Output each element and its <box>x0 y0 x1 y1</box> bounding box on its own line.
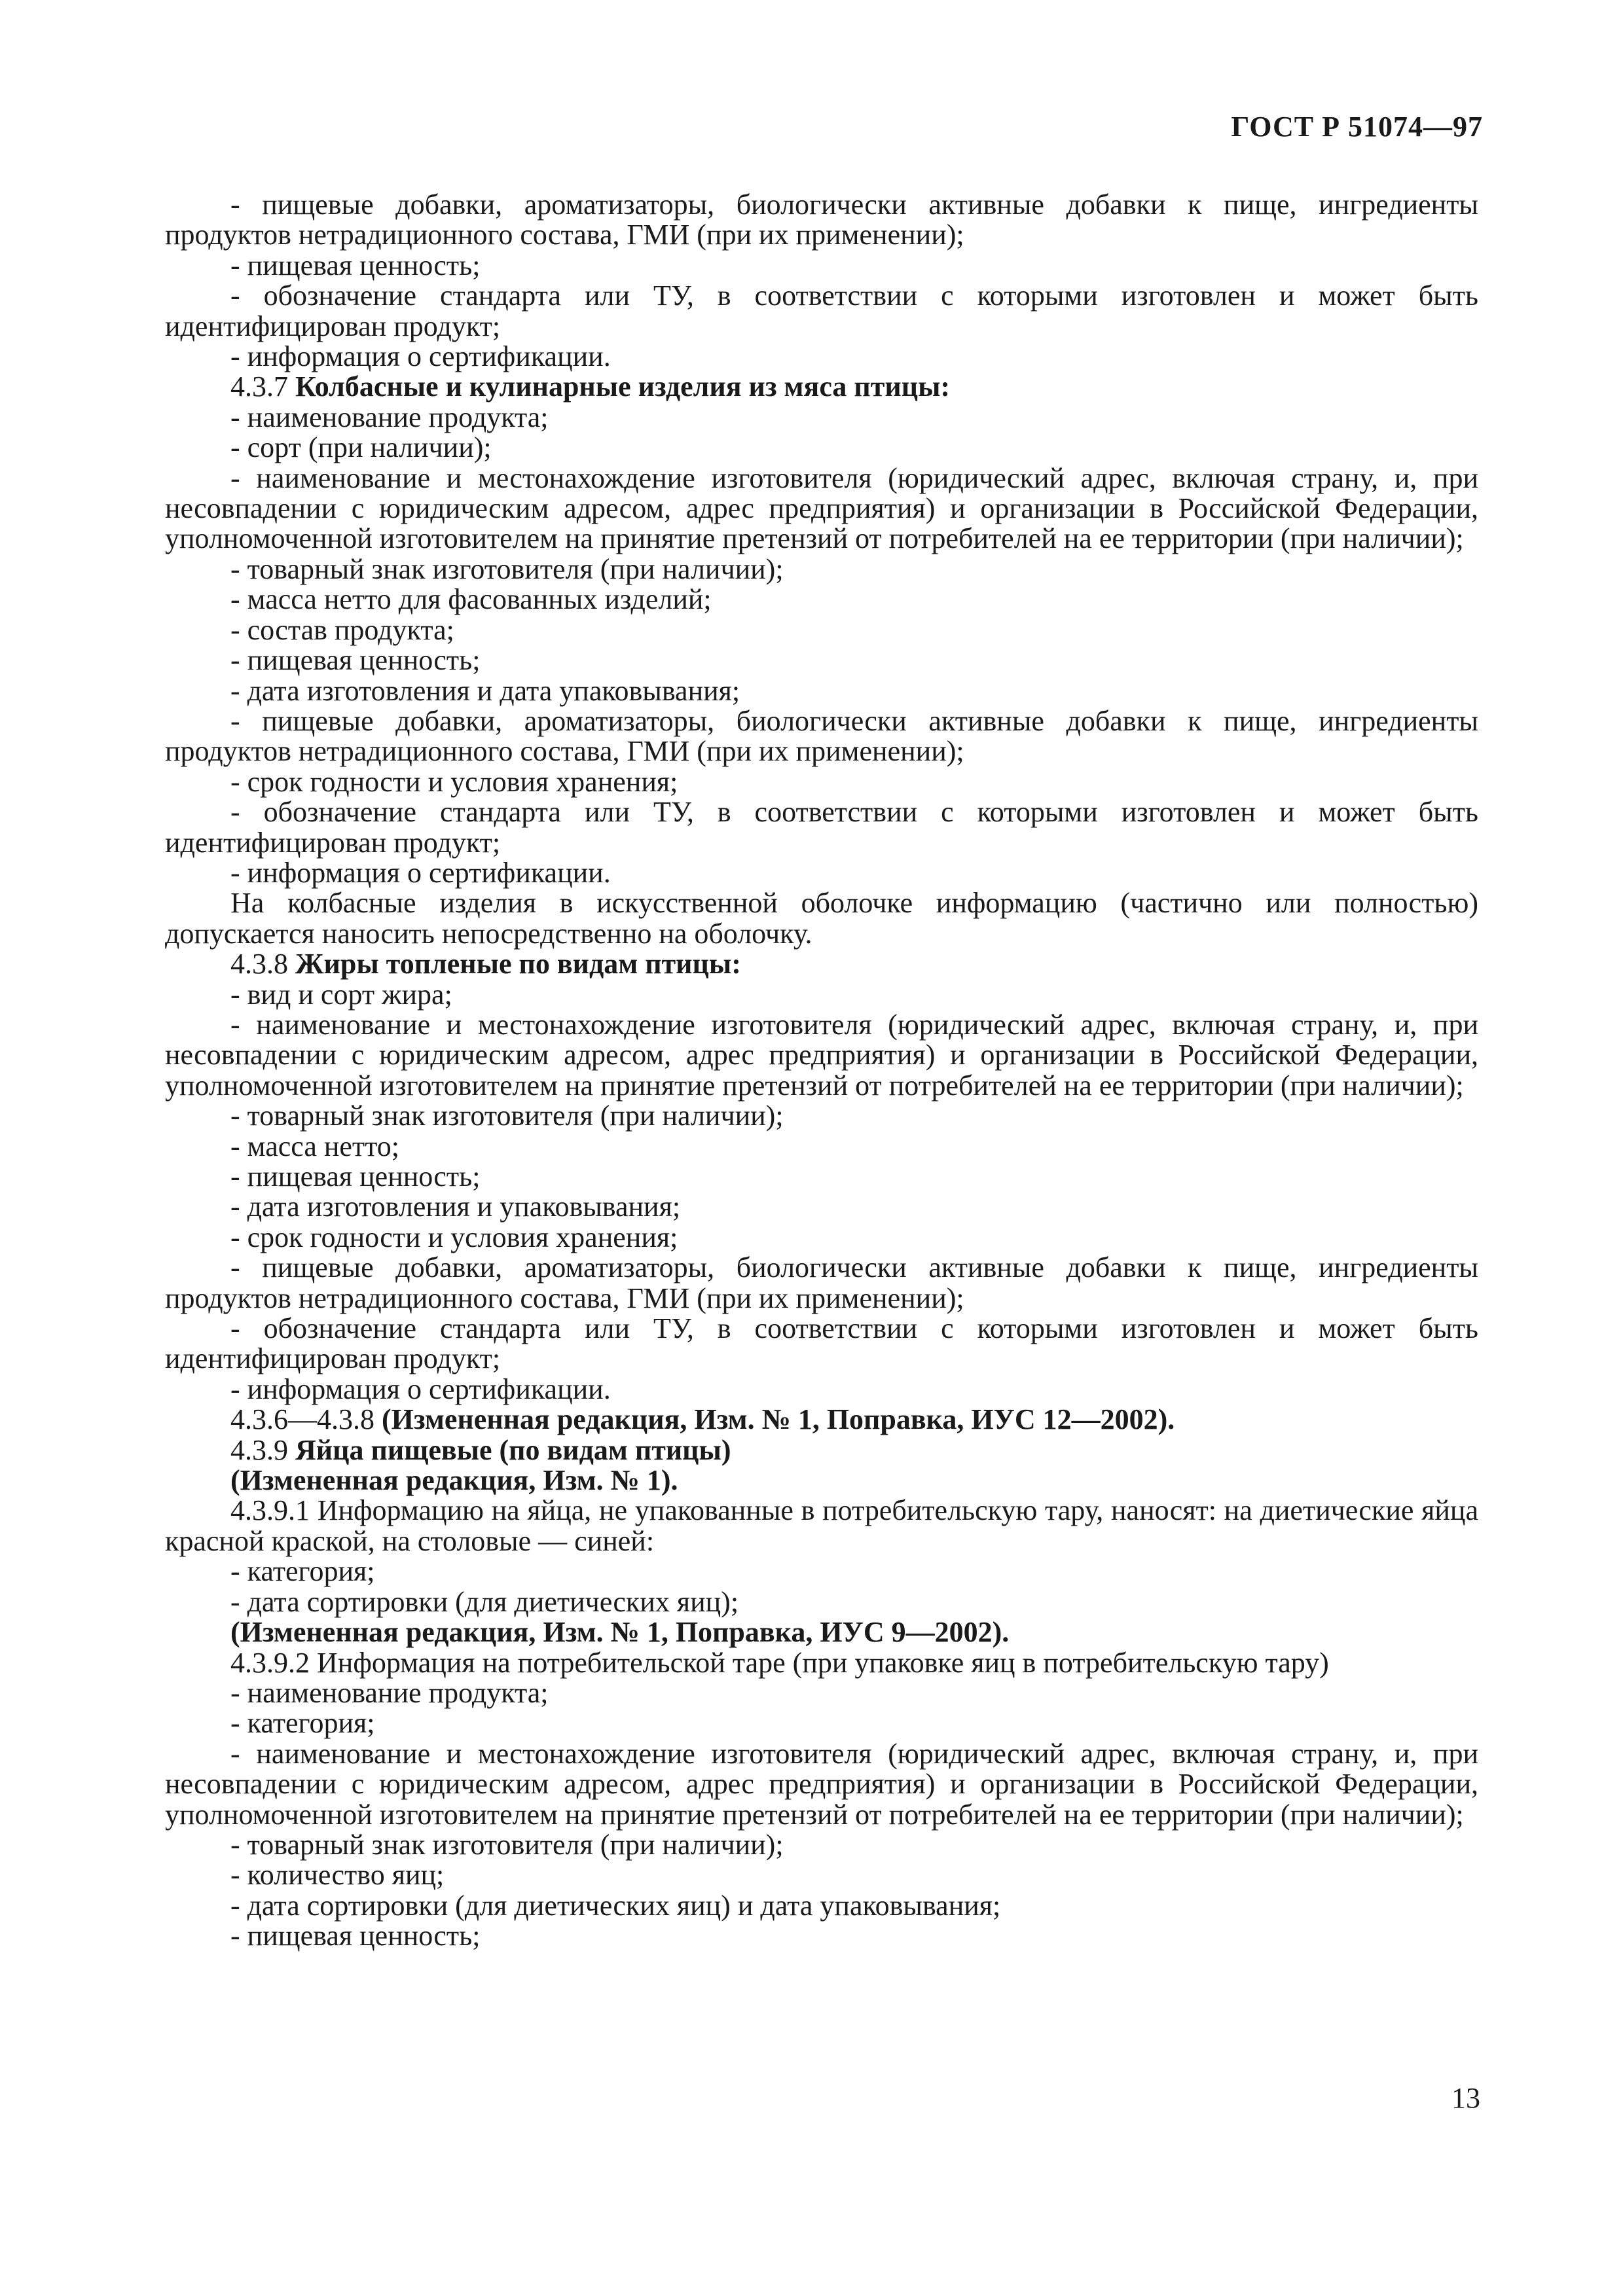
paragraph <box>165 980 1478 1010</box>
paragraph-text: - обозначение стандарта или ТУ, в соответствии с которыми изготовлен и может быть идентифицирован продукт; <box>165 796 1478 859</box>
page-number: 13 <box>1451 2082 1480 2114</box>
paragraph <box>165 342 1478 372</box>
paragraph-text: - дата сортировки (для диетических яиц); <box>230 1585 739 1618</box>
paragraph-text: - дата сортировки (для диетических яиц) и дата упаковывания; <box>230 1889 1001 1922</box>
paragraph-text: - срок годности и условия хранения; <box>230 1221 678 1253</box>
paragraph-text: - вид и сорт жира; <box>230 978 452 1011</box>
paragraph-text: - товарный знак изготовителя (при наличии); <box>230 552 784 585</box>
paragraph-text: - сорт (при наличии); <box>230 431 492 464</box>
paragraph-text: - масса нетто для фасованных изделий; <box>230 583 712 616</box>
paragraph <box>165 1132 1478 1162</box>
paragraph <box>165 190 1478 251</box>
paragraph <box>165 1101 1478 1131</box>
paragraph <box>165 797 1478 858</box>
paragraph <box>165 888 1478 949</box>
paragraph <box>165 1921 1478 1951</box>
paragraph-text: - пищевая ценность; <box>230 1920 481 1952</box>
paragraph <box>165 433 1478 463</box>
paragraph <box>165 1860 1478 1890</box>
paragraph <box>165 403 1478 433</box>
document-code: ГОСТ Р 51074—97 <box>1231 111 1483 143</box>
paragraph-text: - наименование и местонахождение изготовителя (юридический адрес, включая страну, и, при несовпадении с юридическим адресом, адрес предприятия) и организации в Российской Федерации, уполномоченной изготовителем на принятие претензий от потребителей на ее территории (при наличии); <box>165 461 1478 555</box>
paragraph <box>165 281 1478 342</box>
paragraph-text: - срок годности и условия хранения; <box>230 765 678 798</box>
paragraph-text: - товарный знак изготовителя (при наличии); <box>230 1100 784 1132</box>
document-body <box>165 190 1478 1952</box>
paragraph <box>165 1830 1478 1860</box>
paragraph-text: - дата изготовления и упаковывания; <box>230 1191 681 1223</box>
paragraph <box>165 1648 1478 1678</box>
paragraph-text: - наименование продукта; <box>230 1676 549 1709</box>
paragraph <box>165 1587 1478 1617</box>
paragraph-text: - пищевые добавки, ароматизаторы, биологически активные добавки к пище, ингредиенты продуктов нетрадиционного состава, ГМИ (при их применении); <box>165 704 1478 768</box>
clause-heading: Яйца пищевые (по видам птицы) <box>295 1433 731 1466</box>
paragraph-text: - пищевая ценность; <box>230 249 481 281</box>
paragraph <box>165 1617 1478 1647</box>
paragraph-text: - состав продукта; <box>230 613 454 646</box>
paragraph-text: - наименование и местонахождение изготовителя (юридический адрес, включая страну, и, при несовпадении с юридическим адресом, адрес предприятия) и организации в Российской Федерации, уполномоченной изготовителем на принятие претензий от потребителей на ее территории (при наличии); <box>165 1737 1478 1831</box>
paragraph <box>165 1435 1478 1465</box>
paragraph <box>165 372 1478 402</box>
paragraph <box>165 1010 1478 1101</box>
paragraph-text: - информация о сертификации. <box>230 1372 611 1405</box>
paragraph-text: - категория; <box>230 1555 375 1588</box>
paragraph <box>165 1405 1478 1435</box>
paragraph <box>165 1465 1478 1496</box>
paragraph <box>165 858 1478 888</box>
paragraph-text: - пищевые добавки, ароматизаторы, биологически активные добавки к пище, ингредиенты продуктов нетрадиционного состава, ГМИ (при их применении); <box>165 1251 1478 1314</box>
paragraph <box>165 1192 1478 1222</box>
paragraph <box>165 676 1478 706</box>
paragraph-text: - информация о сертификации. <box>230 856 611 889</box>
paragraph <box>165 1162 1478 1192</box>
paragraph <box>165 584 1478 615</box>
paragraph-text: - обозначение стандарта или ТУ, в соответствии с которыми изготовлен и может быть идентифицирован продукт; <box>165 1312 1478 1375</box>
paragraph <box>165 1314 1478 1374</box>
clause-number: 4.3.7 <box>230 370 288 403</box>
paragraph <box>165 1678 1478 1708</box>
paragraph-text: - масса нетто; <box>230 1130 400 1162</box>
paragraph-text: - категория; <box>230 1707 375 1740</box>
paragraph <box>165 706 1478 767</box>
clause-heading: (Измененная редакция, Изм. № 1). <box>230 1464 678 1497</box>
clause-number: 4.3.9 <box>230 1433 288 1466</box>
paragraph-text: - наименование продукта; <box>230 401 549 433</box>
paragraph <box>165 949 1478 979</box>
paragraph-text: - количество яиц; <box>230 1859 445 1892</box>
paragraph <box>165 1739 1478 1830</box>
paragraph <box>165 767 1478 797</box>
paragraph-text: - пищевая ценность; <box>230 1160 481 1193</box>
clause-heading: Жиры топленые по видам птицы: <box>295 948 741 980</box>
paragraph-text: - наименование и местонахождение изготовителя (юридический адрес, включая страну, и, при несовпадении с юридическим адресом, адрес предприятия) и организации в Российской Федерации, уполномоченной изготовителем на принятие претензий от потребителей на ее территории (при наличии); <box>165 1008 1478 1102</box>
paragraph-text: 4.3.9.1 Информацию на яйца, не упакованные в потребительскую тару, наносят: на диетические яйца красной краской, на столовые — синей: <box>165 1494 1478 1557</box>
paragraph <box>165 554 1478 584</box>
clause-heading: (Измененная редакция, Изм. № 1, Поправка, ИУС 12—2002). <box>382 1403 1175 1436</box>
paragraph <box>165 1496 1478 1556</box>
paragraph <box>165 251 1478 281</box>
paragraph <box>165 1223 1478 1253</box>
clause-heading: Колбасные и кулинарные изделия из мяса птицы: <box>295 370 951 403</box>
paragraph <box>165 1374 1478 1405</box>
paragraph-text: 4.3.9.2 Информация на потребительской таре (при упаковке яиц в потребительскую тару) <box>230 1646 1329 1679</box>
paragraph-text: - товарный знак изготовителя (при наличии); <box>230 1828 784 1861</box>
paragraph <box>165 1253 1478 1314</box>
paragraph-text: - обозначение стандарта или ТУ, в соответствии с которыми изготовлен и может быть идентифицирован продукт; <box>165 279 1478 342</box>
paragraph <box>165 1891 1478 1921</box>
clause-heading: (Измененная редакция, Изм. № 1, Поправка, ИУС 9—2002). <box>230 1616 1010 1649</box>
paragraph-text: На колбасные изделия в искусственной оболочке информацию (частично или полностью) допускается наносить непосредственно на оболочку. <box>165 887 1478 950</box>
paragraph-text: - пищевые добавки, ароматизаторы, биологически активные добавки к пище, ингредиенты продуктов нетрадиционного состава, ГМИ (при их применении); <box>165 188 1478 251</box>
paragraph <box>165 1556 1478 1587</box>
clause-number: 4.3.6—4.3.8 <box>230 1403 374 1436</box>
paragraph-text: - дата изготовления и дата упаковывания; <box>230 674 740 707</box>
paragraph-text: - информация о сертификации. <box>230 340 611 373</box>
paragraph-text: - пищевая ценность; <box>230 644 481 677</box>
paragraph <box>165 645 1478 675</box>
paragraph <box>165 615 1478 645</box>
paragraph <box>165 1708 1478 1738</box>
paragraph <box>165 463 1478 554</box>
clause-number: 4.3.8 <box>230 948 288 980</box>
